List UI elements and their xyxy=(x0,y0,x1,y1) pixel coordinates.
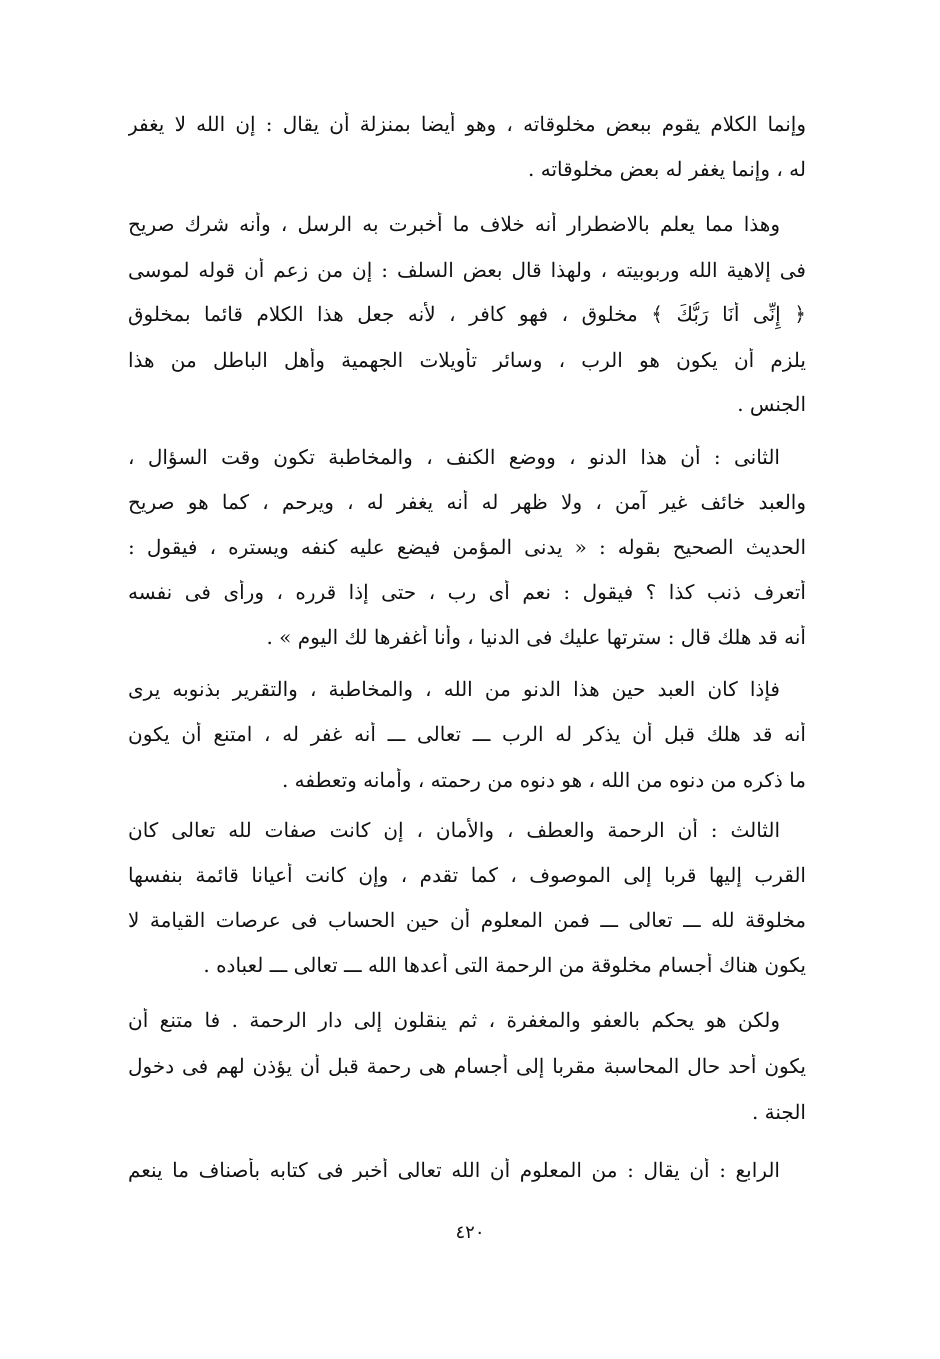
text-line: والعبد خائف غير آمن ، ولا ظهر له أنه يغفر له ، ويرحم ، كما هو صريح xyxy=(128,490,806,514)
text-line: أتعرف ذنب كذا ؟ فيقول : نعم أى رب ، حتى إذا قرره ، ورأى فى نفسه xyxy=(128,580,806,604)
text-line: يكون هناك أجسام مخلوقة من الرحمة التى أعدها الله ـــ تعالى ـــ لعباده . xyxy=(203,953,806,977)
text-line: يكون أحد حال المحاسبة مقربا إلى أجسام هى رحمة قبل أن يؤذن لهم فى دخول xyxy=(128,1054,806,1078)
text-line: أنه قد هلك قال : سترتها عليك فى الدنيا ، وأنا أغفرها لك اليوم » . xyxy=(266,625,806,649)
text-line: مخلوقة لله ـــ تعالى ـــ فمن المعلوم أن حين الحساب فى عرصات القيامة لا xyxy=(128,908,806,932)
text-line: الجنة . xyxy=(751,1100,806,1124)
text-line: فى إلاهية الله وربوبيته ، ولهذا قال بعض السلف : إن من زعم أن قوله لموسى xyxy=(128,258,806,282)
text-line: يلزم أن يكون هو الرب ، وسائر تأويلات الجهمية وأهل الباطل من هذا xyxy=(128,348,806,372)
text-line: فإذا كان العبد حين هذا الدنو من الله ، والمخاطبة ، والتقرير بذنوبه يرى xyxy=(128,677,780,701)
text-line: أنه قد هلك قبل أن يذكر له الرب ـــ تعالى ـــ أنه غفر له ، امتنع أن يكون xyxy=(128,722,806,746)
text-line: وإنما الكلام يقوم ببعض مخلوقاته ، وهو أيضا بمنزلة أن يقال : إن الله لا يغفر xyxy=(128,112,806,136)
page-number: ٤٢٠ xyxy=(455,1222,485,1243)
text-line: ولكن هو يحكم بالعفو والمغفرة ، ثم ينقلون إلى دار الرحمة . فا متنع أن xyxy=(128,1008,780,1032)
text-line: القرب إليها قربا إلى الموصوف ، كما تقدم ، وإن كانت أعيانا قائمة بنفسها xyxy=(128,863,806,887)
text-line: الحديث الصحيح بقوله : « يدنى المؤمن فيضع عليه كنفه ويستره ، فيقول : xyxy=(128,535,806,559)
text-line: الجنس . xyxy=(737,392,806,416)
text-line: ﴿ إِنِّى أَنَا رَبُّكَ ﴾ مخلوق ، فهو كافر ، لأنه جعل هذا الكلام قائما بمخلوق xyxy=(128,302,806,326)
text-line: وهذا مما يعلم بالاضطرار أنه خلاف ما أخبرت به الرسل ، وأنه شرك صريح xyxy=(128,212,780,236)
text-line: ما ذكره من دنوه من الله ، هو دنوه من رحمته ، وأمانه وتعطفه . xyxy=(281,768,806,792)
text-line: الثانى : أن هذا الدنو ، ووضع الكنف ، والمخاطبة تكون وقت السؤال ، xyxy=(128,445,780,469)
text-line: الرابع : أن يقال : من المعلوم أن الله تعالى أخبر فى كتابه بأصناف ما ينعم xyxy=(128,1158,780,1182)
text-line: الثالث : أن الرحمة والعطف ، والأمان ، إن كانت صفات لله تعالى كان xyxy=(128,818,780,842)
text-line: له ، وإنما يغفر له بعض مخلوقاته . xyxy=(528,157,806,181)
